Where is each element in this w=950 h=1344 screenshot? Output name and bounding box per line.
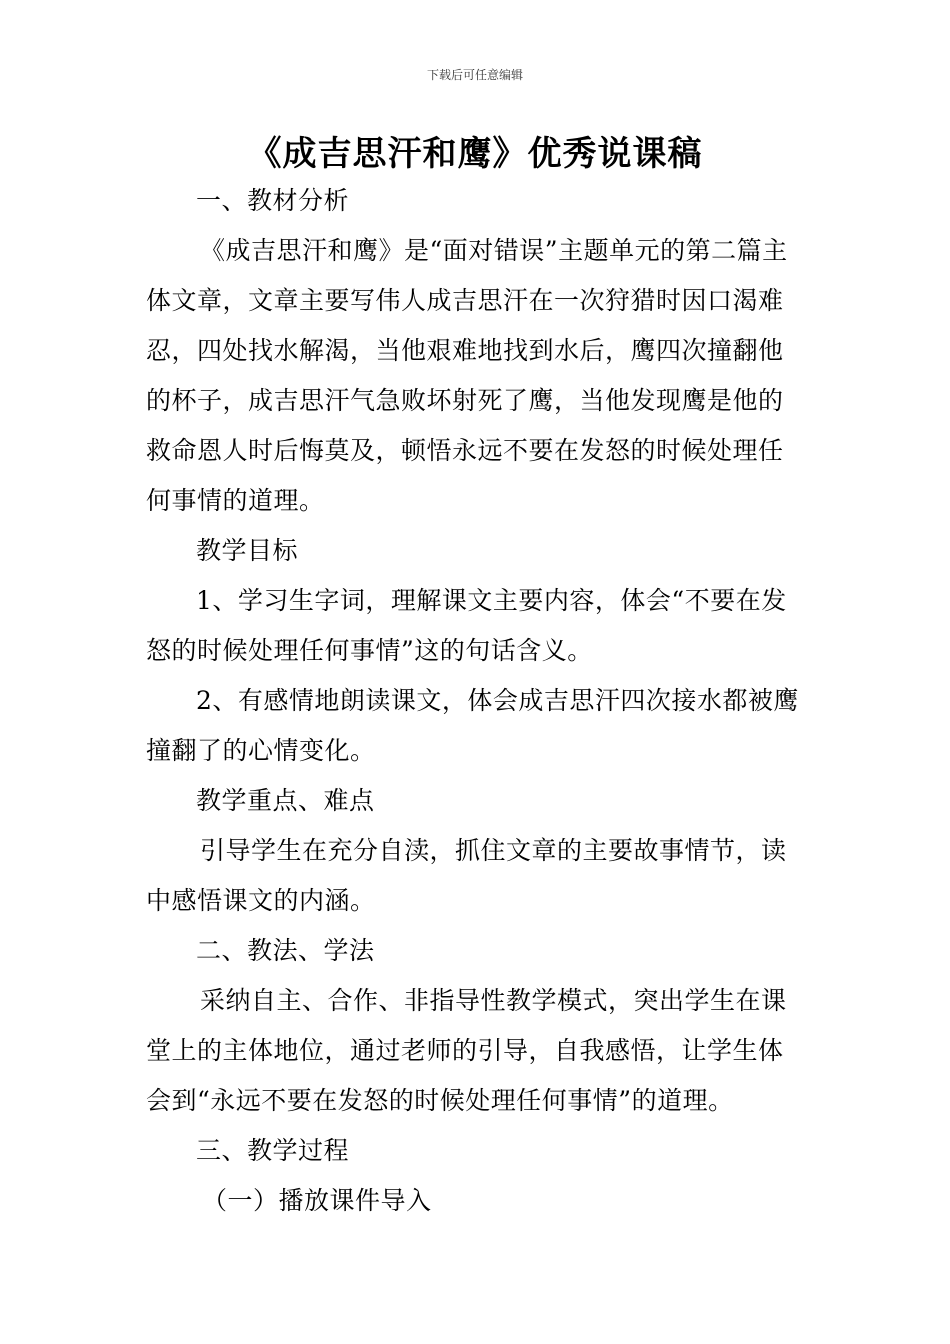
paragraph-key-points: 引导学生在充分自渎，抓住文章的主要故事情节，读中感悟课文的内涵。	[146, 836, 787, 915]
header-note: 下载后可任意编辑	[426, 68, 523, 82]
paragraph-textbook-analysis: 《成吉思汗和鹰》是“面对错误”主题单元的第二篇主体文章，文章主要写伟人成吉思汗在一次狩猎时因口渴难忍，四处找水解渴，当他艰难地找到水后，鹰四次撞翻他的杯子，成吉思汗气急败坏射死了鹰，当他发现鹰是他的救命恩人时后悔莫及，顿悟永远不要在发怒的时候处理任何事情的道理。	[146, 236, 788, 515]
section-heading-methods: 二、教法、学法	[196, 936, 375, 965]
document-title: 《成吉思汗和鹰》优秀说课稿	[247, 134, 703, 174]
paragraph-step-1: （一）播放课件导入	[202, 1186, 432, 1215]
section-heading-textbook-analysis: 一、教材分析	[196, 186, 350, 215]
paragraph-methods: 采纳自主、合作、非指导性教学模式，突出学生在课堂上的主体地位，通过老师的引导，自我感悟，让学生体会到“永远不要在发怒的时候处理任何事情”的道理。	[146, 986, 787, 1115]
section-heading-teaching-process: 三、教学过程	[196, 1136, 350, 1165]
document-body	[146, 176, 808, 1226]
paragraph-goal-1: 1、学习生字词，理解课文主要内容，体会“不要在发怒的时候处理任何事情”这的句话含义。	[146, 586, 787, 665]
section-heading-teaching-goals: 教学目标	[196, 536, 299, 565]
section-heading-key-points: 教学重点、难点	[196, 786, 375, 815]
paragraph-goal-2: 2、有感情地朗读课文，体会成吉思汗四次接水都被鹰撞翻了的心情变化。	[146, 686, 799, 765]
